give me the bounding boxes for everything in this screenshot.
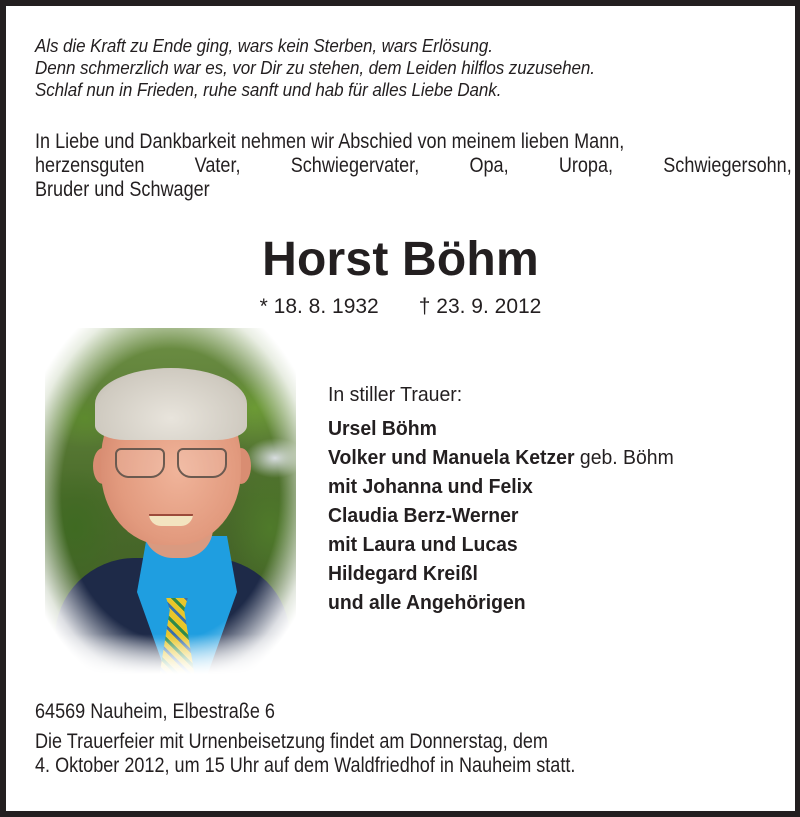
service-line: 4. Oktober 2012, um 15 Uhr auf dem Waldfriedhof in Nauheim statt. [35,754,576,777]
mourner-row: mit Johanna und Felix [328,476,533,498]
intro-word: Schwiegersohn, [663,154,792,177]
intro-line-justified [35,154,792,178]
birth-date: * 18. 8. 1932 [259,295,379,318]
mourner-row: Volker und Manuela Ketzer geb. Böhm [328,447,674,469]
mourner-row: Hildegard Kreißl [328,563,478,585]
photo-fade [45,634,296,674]
intro-line: Bruder und Schwager [35,178,210,201]
photo-vignette [45,328,296,674]
deceased-name: Horst Böhm [262,233,539,286]
obituary-notice [6,6,795,811]
family-address: 64569 Nauheim, Elbestraße 6 [35,700,275,723]
mourners-block [328,380,684,618]
motto-line: Denn schmerzlich war es, vor Dir zu stehen, dem Leiden hilflos zuzusehen. [35,57,595,78]
mourner-row: Ursel Böhm [328,418,437,440]
service-line: Die Trauerfeier mit Urnenbeisetzung findet am Donnerstag, dem [35,730,548,753]
mourner-row: und alle Angehörigen [328,592,526,614]
motto-line: Schlaf nun in Frieden, ruhe sanft und hab für alles Liebe Dank. [35,79,502,100]
intro-line: In Liebe und Dankbarkeit nehmen wir Abschied von meinem lieben Mann, [35,130,625,153]
intro-word: Uropa, [558,154,614,177]
intro-paragraph [35,130,792,202]
mourner-row: mit Laura und Lucas [328,534,518,556]
funeral-service-info [35,730,575,778]
mourners-label: In stiller Trauer: [328,383,463,406]
mourner-row: Claudia Berz-Werner [328,505,519,527]
portrait-photo [45,328,296,674]
death-date: † 23. 9. 2012 [418,295,542,318]
life-dates [6,294,795,320]
intro-word: Opa, [469,154,509,177]
intro-word: herzensguten [35,154,145,177]
intro-word: Vater, [194,154,241,177]
motto-line: Als die Kraft zu Ende ging, wars kein Sterben, wars Erlösung. [35,35,493,56]
intro-word: Schwiegervater, [290,154,420,177]
motto-verse [35,35,595,101]
